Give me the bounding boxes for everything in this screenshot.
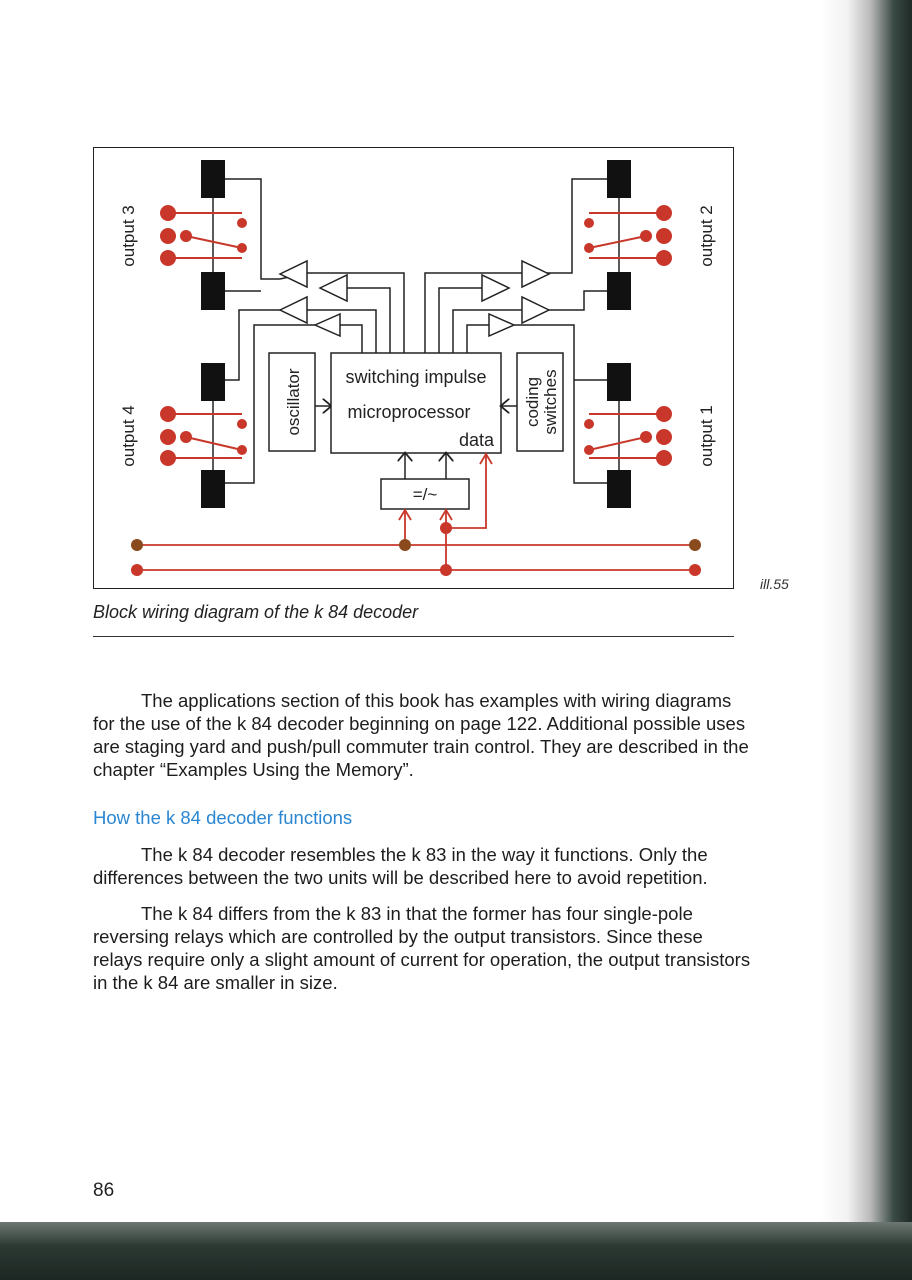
- relay-output-4: [160, 363, 247, 508]
- relay-output-1: [584, 363, 672, 508]
- microprocessor-label: microprocessor: [347, 402, 471, 422]
- paragraph-differences: The k 84 differs from the k 83 in that the former has four single-pole reversing relays which are controlled by the output transistors. Since these relays require only a slight amount of current for operation, the output transistors in the k 84 are smaller in size.: [93, 903, 751, 993]
- output-2-label: output 2: [697, 205, 716, 267]
- oscillator-label: oscillator: [284, 368, 303, 436]
- decoder-block-diagram: [93, 147, 734, 589]
- illustration-number: ill.55: [760, 576, 789, 592]
- switches-label: switches: [541, 369, 560, 435]
- relay-output-2: [584, 160, 672, 310]
- page-number: 86: [93, 1180, 115, 1201]
- diagram-svg: [94, 148, 735, 590]
- data-label: data: [458, 430, 494, 450]
- section-heading: How the k 84 decoder functions: [93, 807, 353, 828]
- output-3-label: output 3: [119, 205, 138, 267]
- spiral-binding: [820, 0, 912, 1225]
- switching-impulse-label: switching impulse: [345, 367, 487, 387]
- output-4-label: output 4: [119, 405, 138, 467]
- figure-caption: Block wiring diagram of the k 84 decoder: [93, 602, 419, 622]
- paragraph-resemblance: The k 84 decoder resembles the k 83 in the way it functions. Only the differences between the two units will be described here to avoid repetition.: [93, 844, 708, 888]
- relay-output-3: [160, 160, 247, 310]
- page-bottom-shadow: [0, 1222, 912, 1280]
- rectifier-label: =/~: [412, 485, 438, 504]
- coding-label: coding: [523, 376, 542, 428]
- output-1-label: output 1: [697, 405, 716, 467]
- paragraph-applications: The applications section of this book has examples with wiring diagrams for the use of the k 84 decoder beginning on page 122. Additional possible uses are staging yard and push/pull commuter train control. They are described in the chapter “Examples Using the Memory”.: [93, 690, 749, 780]
- caption-divider: [93, 636, 734, 637]
